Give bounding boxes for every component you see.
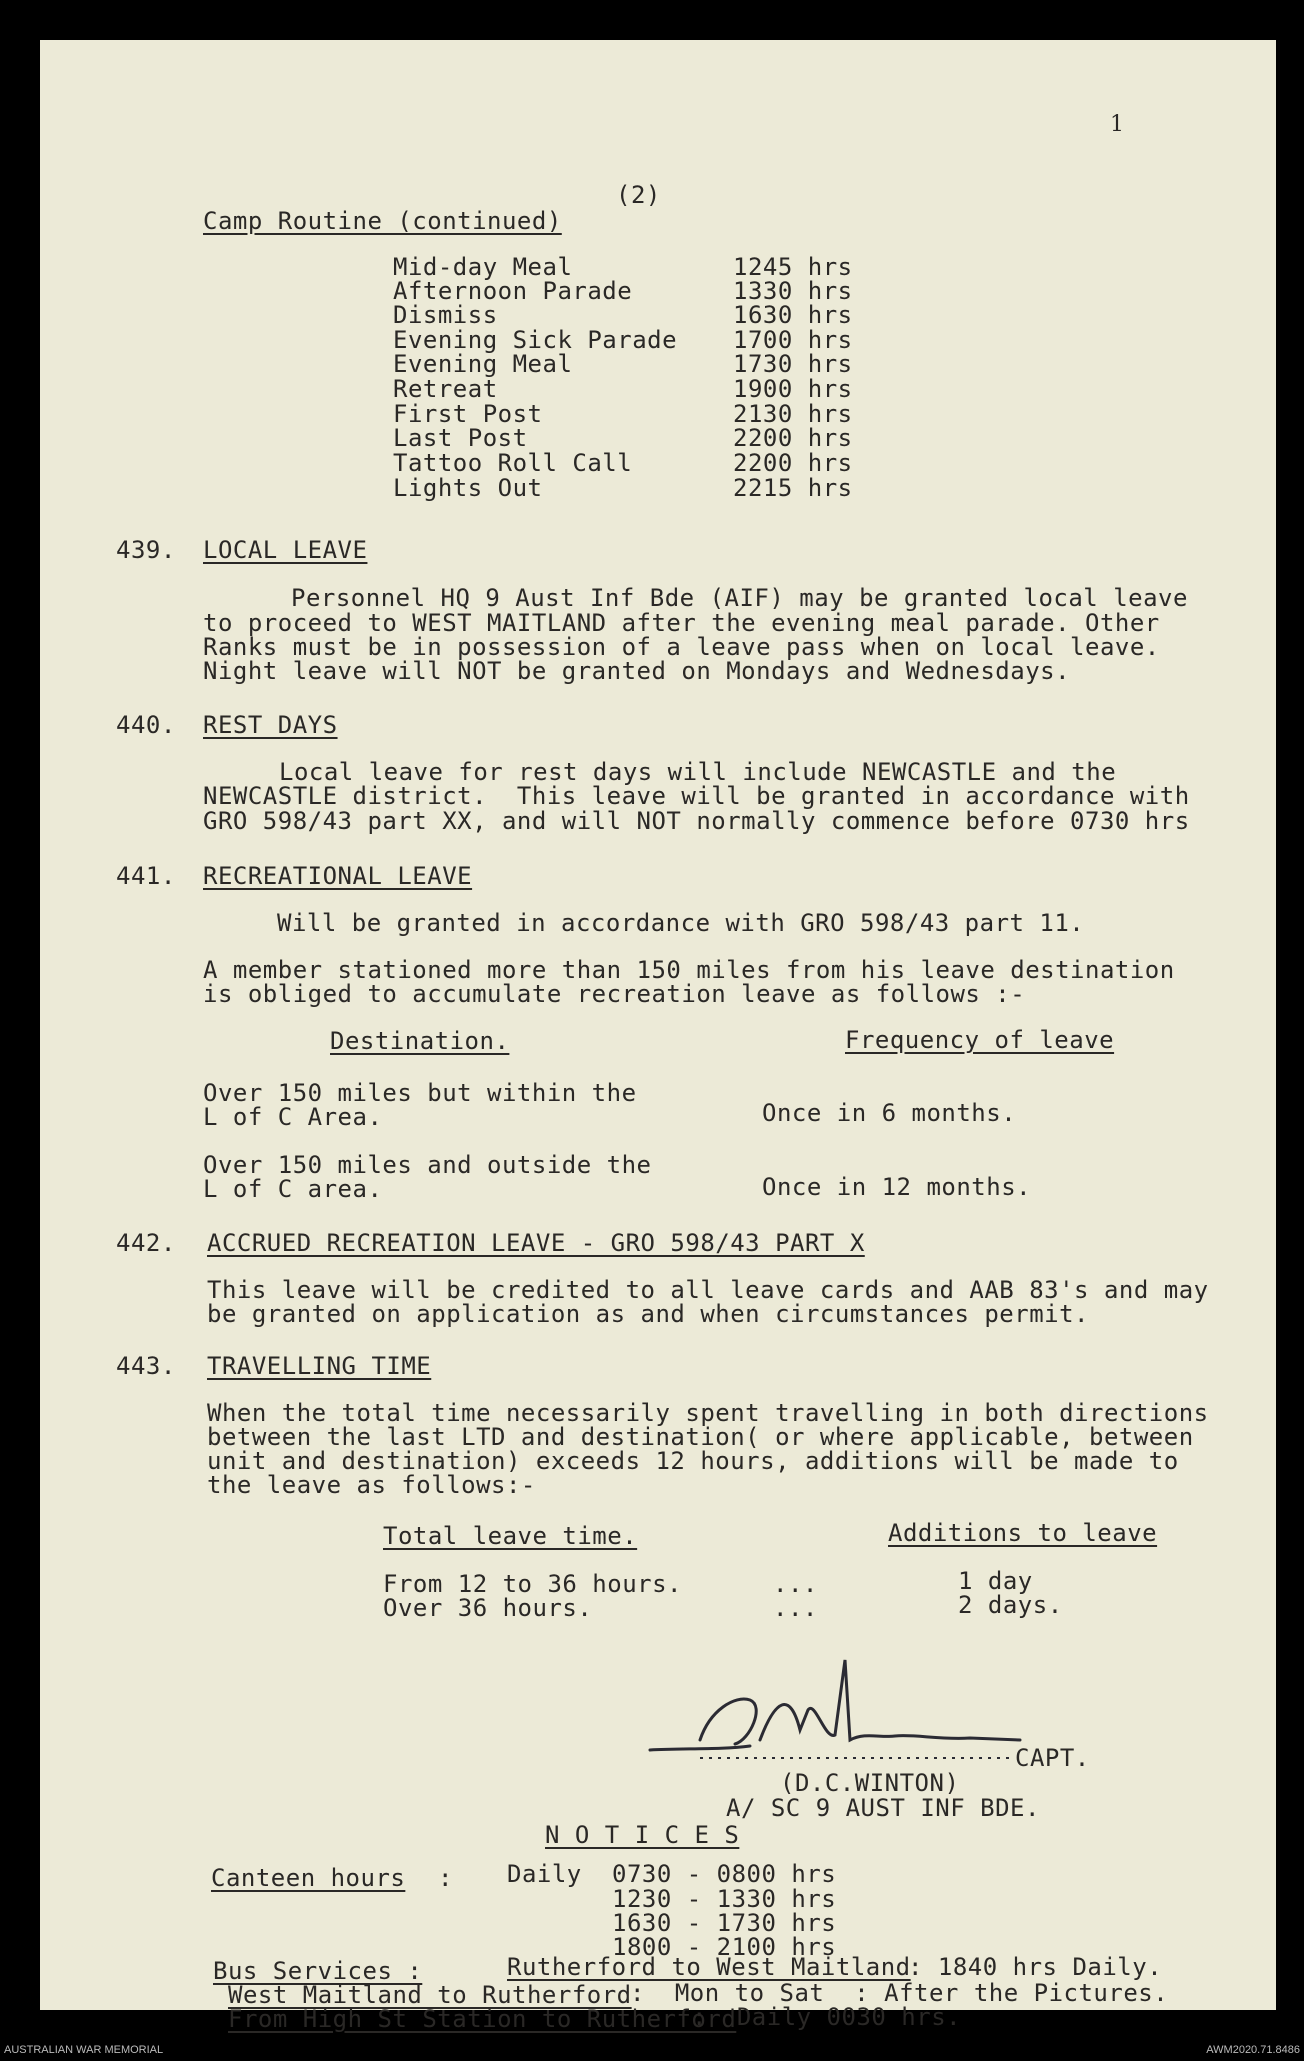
bus-schedule: : Mon to Sat : After the Pictures. (630, 1979, 1169, 2007)
paragraph-line: This leave will be credited to all leave cards and AAB 83's and may (207, 1276, 1209, 1304)
paragraph-line: Personnel HQ 9 Aust Inf Bde (AIF) may be granted local leave (291, 584, 1188, 612)
routine-time: 2215 hrs (733, 474, 853, 502)
destination-cell: Over 150 miles but within the (203, 1079, 637, 1107)
bus-route: From High St Station to Rutherford (228, 2005, 737, 2033)
bus-schedule: : Daily 0030 hrs. (692, 2003, 962, 2031)
canteen-time: 1630 - 1730 hrs (612, 1909, 837, 1937)
routine-label: Tattoo Roll Call (393, 449, 633, 477)
addition-cell: 1 day (958, 1567, 1033, 1595)
bus-schedule: : 1840 hrs Daily. (908, 1953, 1163, 1981)
routine-time: 1630 hrs (733, 301, 853, 329)
routine-label: Last Post (393, 424, 528, 452)
destination-cell: L of C Area. (203, 1103, 383, 1131)
paragraph-line: GRO 598/43 part XX, and will NOT normally commence before 0730 hrs (203, 807, 1190, 835)
footer-reference: AWM2020.71.8486 (1206, 2044, 1300, 2056)
ellipsis: ... (773, 1594, 818, 1622)
routine-label: Evening Sick Parade (393, 326, 678, 354)
notices-heading: N O T I C E S (545, 1821, 740, 1849)
frequency-cell: Once in 12 months. (762, 1173, 1032, 1201)
routine-label: Mid-day Meal (393, 253, 573, 281)
ellipsis: ... (773, 1570, 818, 1598)
paragraph-line: is obliged to accumulate recreation leave as follows :- (203, 980, 1026, 1008)
page-number: (2) (616, 181, 661, 209)
section-number: 440. (116, 711, 176, 739)
paragraph-line: unit and destination) exceeds 12 hours, additions will be made to (207, 1447, 1179, 1475)
bus-route: West Maitland to Rutherford (228, 1981, 632, 2009)
paragraph-line: Ranks must be in possession of a leave pass when on local leave. (203, 633, 1160, 661)
additions-column-header: Additions to leave (888, 1519, 1158, 1547)
margin-page-mark: 1 (1110, 112, 1125, 137)
destination-column-header: Destination. (330, 1027, 510, 1055)
paragraph-line: Will be granted in accordance with GRO 598/43 part 11. (277, 909, 1085, 937)
paragraph-line: Local leave for rest days will include NEWCASTLE and the (279, 758, 1117, 786)
canteen-hours-label: Canteen hours (211, 1864, 406, 1892)
frequency-column-header: Frequency of leave (845, 1026, 1115, 1054)
routine-time: 2130 hrs (733, 400, 853, 428)
section-number: 442. (116, 1229, 176, 1257)
recreational-leave-heading: RECREATIONAL LEAVE (203, 862, 473, 890)
frequency-cell: Once in 6 months. (762, 1099, 1017, 1127)
paragraph-line: NEWCASTLE district. This leave will be granted in accordance with (203, 782, 1190, 810)
routine-label: Evening Meal (393, 350, 573, 378)
destination-cell: L of C area. (203, 1175, 383, 1203)
routine-time: 1330 hrs (733, 277, 853, 305)
paragraph-line: Night leave will NOT be granted on Mondays and Wednesdays. (203, 657, 1071, 685)
routine-time: 1900 hrs (733, 375, 853, 403)
routine-time: 2200 hrs (733, 424, 853, 452)
routine-time: 1245 hrs (733, 253, 853, 281)
section-number: 441. (116, 862, 176, 890)
routine-label: First Post (393, 400, 543, 428)
routine-time: 1700 hrs (733, 326, 853, 354)
paragraph-line: When the total time necessarily spent travelling in both directions (207, 1399, 1209, 1427)
signature-role: A/ SC 9 AUST INF BDE. (726, 1794, 1040, 1822)
accrued-leave-heading: ACCRUED RECREATION LEAVE - GRO 598/43 PART X (207, 1229, 865, 1257)
signature-rank: CAPT. (1015, 1744, 1090, 1772)
signature-name: (D.C.WINTON) (780, 1769, 960, 1797)
paragraph-line: between the last LTD and destination( or where applicable, between (207, 1423, 1194, 1451)
routine-label: Lights Out (393, 474, 543, 502)
paragraph-line: to proceed to WEST MAITLAND after the evening meal parade. Other (203, 609, 1160, 637)
section-number: 443. (116, 1352, 176, 1380)
routine-label: Afternoon Parade (393, 277, 633, 305)
footer-archive-name: AUSTRALIAN WAR MEMORIAL (4, 2044, 164, 2056)
routine-time: 1730 hrs (733, 350, 853, 378)
total-leave-column-header: Total leave time. (383, 1522, 638, 1550)
routine-time: 2200 hrs (733, 449, 853, 477)
colon: : (438, 1864, 453, 1892)
bus-route: Rutherford to West Maitland (507, 1953, 911, 1981)
travelling-time-heading: TRAVELLING TIME (207, 1352, 432, 1380)
routine-label: Retreat (393, 375, 498, 403)
canteen-time: 0730 - 0800 hrs (612, 1860, 837, 1888)
local-leave-heading: LOCAL LEAVE (203, 536, 368, 564)
leave-range-cell: From 12 to 36 hours. (383, 1570, 682, 1598)
paragraph-line: the leave as follows:- (207, 1471, 536, 1499)
addition-cell: 2 days. (958, 1591, 1063, 1619)
rest-days-heading: REST DAYS (203, 711, 338, 739)
routine-label: Dismiss (393, 301, 498, 329)
paragraph-line: A member stationed more than 150 miles from his leave destination (203, 956, 1175, 984)
document-page (40, 40, 1276, 2033)
paragraph-line: be granted on application as and when circumstances permit. (207, 1300, 1090, 1328)
camp-routine-heading: Camp Routine (continued) (203, 207, 562, 235)
leave-range-cell: Over 36 hours. (383, 1594, 593, 1622)
destination-cell: Over 150 miles and outside the (203, 1151, 652, 1179)
bus-services-label: Bus Services : (213, 1957, 423, 1985)
canteen-time: 1230 - 1330 hrs (612, 1885, 837, 1913)
handwritten-signature (640, 1640, 1060, 1770)
section-number: 439. (116, 536, 176, 564)
canteen-time: 1800 - 2100 hrs (612, 1933, 837, 1961)
canteen-daily: Daily (507, 1860, 582, 1888)
